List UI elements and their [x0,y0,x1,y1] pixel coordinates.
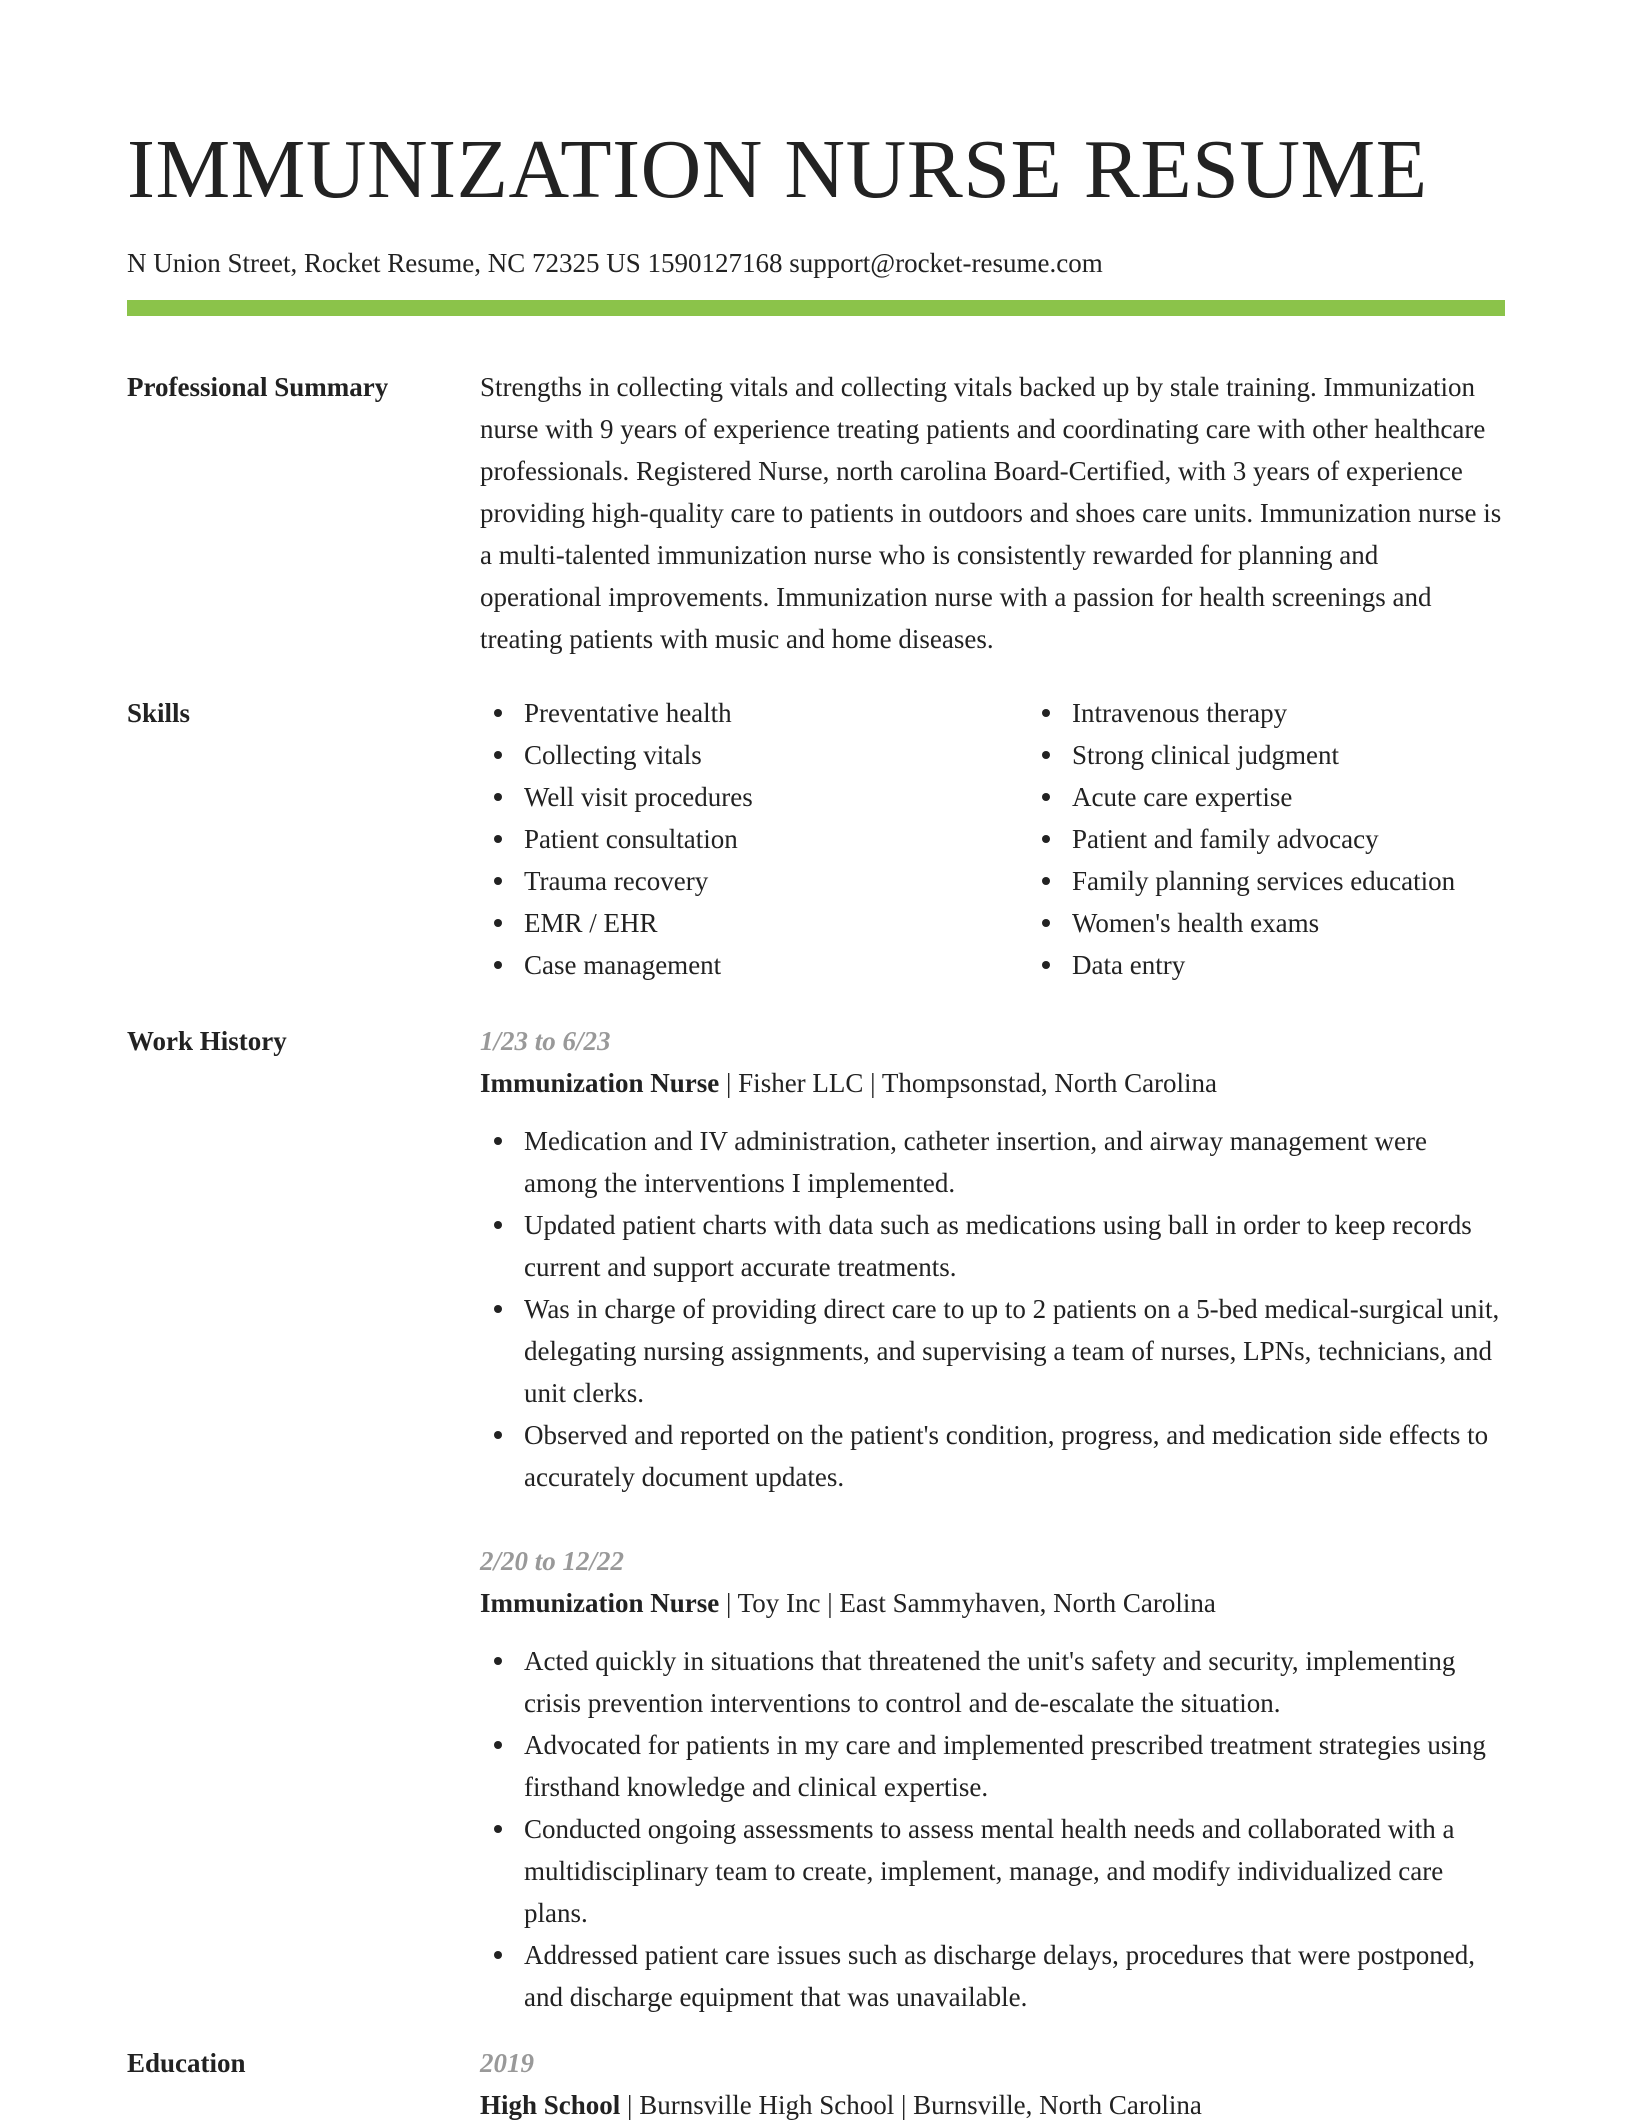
bullet-icon [494,877,502,885]
bullet-icon [494,835,502,843]
job-bullet: Updated patient charts with data such as medications using ball in order to keep records current and support accurate treatments. [480,1204,1505,1288]
skill-item: Patient consultation [524,818,1028,860]
job-details: | Fisher LLC | Thompsonstad, North Carolina [719,1068,1218,1098]
skill-item: Patient and family advocacy [1072,818,1576,860]
job-bullet: Was in charge of providing direct care to up to 2 patients on a 5-bed medical-surgical unit, delegating nursing assignments, and supervising a team of nurses, LPNs, technicians, and unit clerks. [480,1288,1505,1414]
education-degree: High School [480,2090,621,2120]
summary-heading: Professional Summary [127,372,389,402]
bullet-icon [494,1431,502,1439]
work-history-heading: Work History [127,1026,287,1056]
job-entry [480,1540,1505,2018]
job-dates: 2/20 to 12/22 [480,1546,625,1576]
bullet-icon [494,1221,502,1229]
education-details: | Burnsville High School | Burnsville, North Carolina [620,2090,1202,2120]
bullet-icon [494,1825,502,1833]
job-bullet: Addressed patient care issues such as discharge delays, procedures that were postponed, and discharge equipment that was unavailable. [480,1934,1505,2018]
bullet-icon [494,751,502,759]
skills-list-left [480,692,1028,986]
summary-section [127,366,1505,660]
skills-list-right [1028,692,1576,986]
bullet-icon [494,961,502,969]
job-entry [480,1020,1505,1498]
job-bullet: Observed and reported on the patient's condition, progress, and medication side effects to accurately document updates. [480,1414,1505,1498]
bullet-icon [494,1657,502,1665]
job-bullets [480,1640,1505,2018]
bullet-icon [1042,709,1050,717]
bullet-icon [494,793,502,801]
summary-text: Strengths in collecting vitals and collecting vitals backed up by stale training. Immunization nurse with 9 years of experience treating patients and coordinating care with other healthcare professionals. Registered Nurse, north carolina Board-Certified, with 3 years of experience providing high-quality care to patients in outdoors and shoes care units. Immunization nurse is a multi-talented immunization nurse who is consistently rewarded for planning and operational improvements. Immunization nurse with a passion for health screenings and treating patients with music and home diseases. [480,372,1502,654]
skill-item: Data entry [1072,944,1576,986]
job-heading [480,1582,1505,1624]
skills-section [127,692,1505,986]
skill-item: Acute care expertise [1072,776,1576,818]
job-bullet: Medication and IV administration, catheter insertion, and airway management were among the interventions I implemented. [480,1120,1505,1204]
skill-item: Women's health exams [1072,902,1576,944]
bullet-icon [494,1305,502,1313]
bullet-icon [494,1137,502,1145]
bullet-icon [1042,793,1050,801]
job-bullet: Advocated for patients in my care and implemented prescribed treatment strategies using firsthand knowledge and clinical expertise. [480,1724,1505,1808]
education-section [127,2042,1505,2126]
contact-line: N Union Street, Rocket Resume, NC 72325 US 1590127168 support@rocket-resume.com [127,248,1103,278]
bullet-icon [1042,961,1050,969]
skill-item: Trauma recovery [524,860,1028,902]
skill-item: Family planning services education [1072,860,1576,902]
education-heading: Education [127,2048,246,2078]
skill-item: Case management [524,944,1028,986]
skill-item: Strong clinical judgment [1072,734,1576,776]
job-title: Immunization Nurse [480,1068,720,1098]
skills-heading: Skills [127,698,191,728]
bullet-icon [494,1741,502,1749]
skill-item: Collecting vitals [524,734,1028,776]
job-bullets [480,1120,1505,1498]
bullet-icon [494,919,502,927]
job-bullet: Conducted ongoing assessments to assess mental health needs and collaborated with a multidisciplinary team to create, implement, manage, and modify individualized care plans. [480,1808,1505,1934]
bullet-icon [1042,877,1050,885]
job-details: | Toy Inc | East Sammyhaven, North Carolina [719,1588,1216,1618]
skill-item: EMR / EHR [524,902,1028,944]
bullet-icon [494,1951,502,1959]
skill-item: Intravenous therapy [1072,692,1576,734]
bullet-icon [1042,835,1050,843]
education-heading-line [480,2084,1505,2126]
skill-item: Well visit procedures [524,776,1028,818]
bullet-icon [1042,751,1050,759]
skill-item: Preventative health [524,692,1028,734]
resume-page [127,0,1505,2126]
resume-title: IMMUNIZATION NURSE RESUME [127,123,1428,216]
job-heading [480,1062,1505,1104]
job-title: Immunization Nurse [480,1588,720,1618]
accent-divider [127,300,1505,316]
work-history-section [127,1020,1505,2018]
education-dates: 2019 [480,2048,534,2078]
bullet-icon [1042,919,1050,927]
job-bullet: Acted quickly in situations that threatened the unit's safety and security, implementing crisis prevention interventions to control and de-escalate the situation. [480,1640,1505,1724]
job-dates: 1/23 to 6/23 [480,1026,611,1056]
bullet-icon [494,709,502,717]
